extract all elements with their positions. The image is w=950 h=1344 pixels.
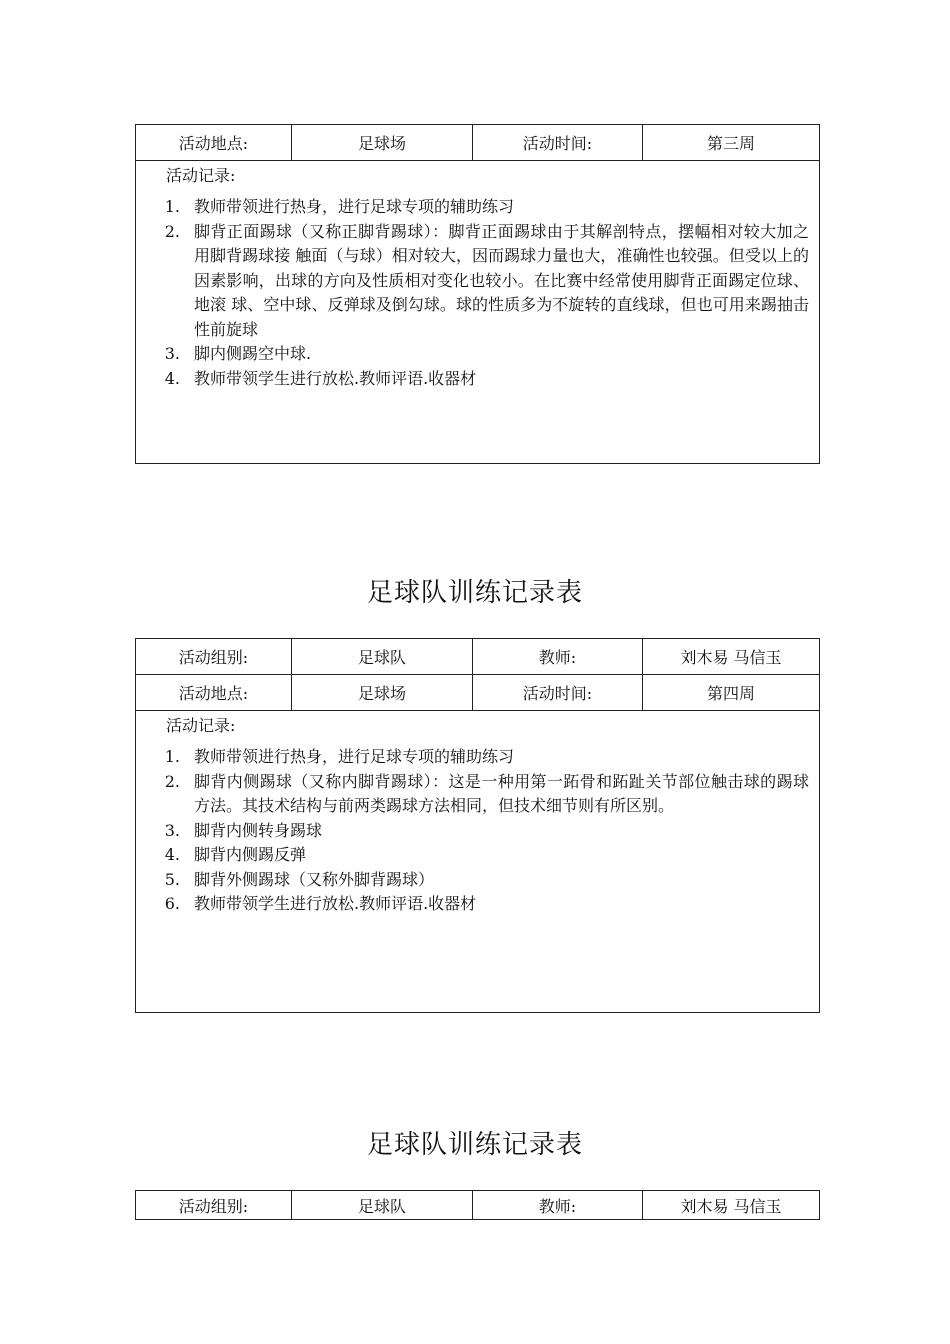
record-table-next <box>135 1190 819 1220</box>
item-text: 脚背内侧踢反弹 <box>194 845 307 864</box>
item-text: 教师带领进行热身，进行足球专项的辅助练习 <box>194 197 515 216</box>
record-table-week3 <box>135 124 819 464</box>
item-number: 4. <box>164 845 180 864</box>
item-text: 脚背外侧踢球（又称外脚背踢球） <box>194 869 435 889</box>
page-title: 足球队训练记录表 <box>366 578 583 608</box>
item-number: 3. <box>164 344 180 363</box>
record-list <box>136 195 819 391</box>
time-value: 第三周 <box>643 125 820 161</box>
item-number: 3. <box>164 820 180 840</box>
teacher-value: 刘木易 马信玉 <box>643 1191 820 1220</box>
teacher-value: 刘木易 马信玉 <box>643 639 820 675</box>
location-label: 活动地点: <box>136 675 292 711</box>
item-text: 脚背正面踢球（又称正脚背踢球）：脚背正面踢球由于其解剖特点，摆幅相对较大加之用脚背踢球接 触面（与球）相对较大，因而踢球力量也大，准确性也较强。但受以上的因素影响，出球的方向及性质相对变化也较小。在比赛中经常使用脚背正面踢定位球、地滚 球、空中球、反弹球及倒勾球。球的性质多为不旋转的直线球，但也可用来踢抽击性前旋球 <box>194 221 809 339</box>
page-title-2: 足球队训练记录表 <box>366 1130 583 1160</box>
list-item <box>136 367 809 392</box>
group-value: 足球队 <box>292 1191 473 1220</box>
list-item <box>136 220 809 343</box>
list-item <box>136 342 809 367</box>
location-value: 足球场 <box>292 675 473 711</box>
item-number: 2. <box>164 771 180 791</box>
activity-record-cell <box>136 161 820 464</box>
item-text: 脚背内侧转身踢球 <box>194 820 323 840</box>
time-label: 活动时间: <box>473 675 643 711</box>
record-table-week4 <box>135 638 819 1013</box>
record-list <box>136 745 819 917</box>
item-number: 4. <box>164 368 180 388</box>
time-value: 第四周 <box>643 675 820 711</box>
teacher-label: 教师: <box>473 1191 643 1220</box>
list-item <box>136 745 809 770</box>
item-number: 6. <box>164 894 180 913</box>
group-value: 足球队 <box>292 639 473 675</box>
list-item <box>136 843 809 868</box>
teacher-label: 教师: <box>473 639 643 675</box>
item-number: 1. <box>164 747 180 766</box>
item-text: 教师带领学生进行放松.教师评语.收器材 <box>194 894 477 913</box>
item-text: 教师带领进行热身，进行足球专项的辅助练习 <box>194 747 515 766</box>
list-item <box>136 892 809 917</box>
list-item <box>136 770 809 819</box>
item-number: 2. <box>164 221 180 241</box>
list-item <box>136 868 809 893</box>
time-label: 活动时间: <box>473 125 643 161</box>
activity-record-cell <box>136 711 820 1013</box>
group-label: 活动组别: <box>136 1191 292 1220</box>
location-label: 活动地点: <box>136 125 292 161</box>
record-label: 活动记录: <box>166 716 236 735</box>
item-text: 教师带领学生进行放松.教师评语.收器材 <box>194 368 477 388</box>
list-item <box>136 819 809 844</box>
item-text: 脚内侧踢空中球. <box>194 344 312 363</box>
location-value: 足球场 <box>292 125 473 161</box>
record-label: 活动记录: <box>166 166 236 185</box>
item-text: 脚背内侧踢球（又称内脚背踢球）：这是一种用第一跖骨和跖趾关节部位触击球的踢球方法。其技术结构与前两类踢球方法相同，但技术细节则有所区别。 <box>194 771 809 815</box>
group-label: 活动组别: <box>136 639 292 675</box>
list-item <box>136 195 809 220</box>
item-number: 1. <box>164 197 180 216</box>
item-number: 5. <box>164 869 180 889</box>
